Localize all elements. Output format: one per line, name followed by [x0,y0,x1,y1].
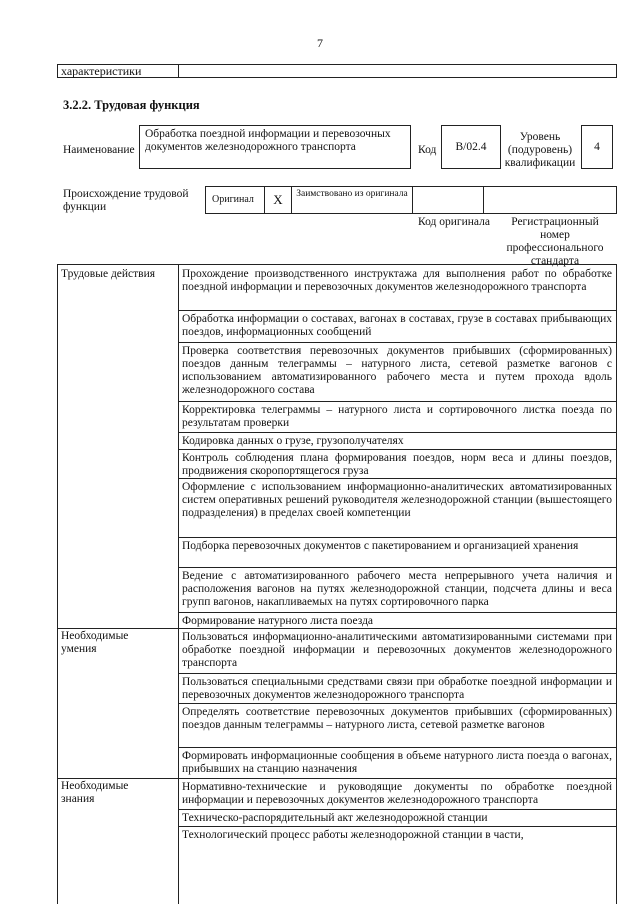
table-row: Корректировка телеграммы – натурного листа и сортировочного листка поезда по результатам проверки [182,404,612,429]
table-row: Определять соответствие перевозочных документов прибывших (сформированных) поездов данным телеграммы – натурного листа, сетевой разметке вагонов [182,706,612,731]
table-row: Техническо-распорядительный акт железнодорожной станции [182,812,488,824]
borrowed-label: Заимствовано из оригинала [296,189,408,199]
original-mark-cell [265,187,292,213]
continued-cell-label: характеристики [58,65,179,77]
table-row: Технологический процесс работы железнодорожной станции в части, [182,829,524,841]
section-label-skills: Необходимые умения [61,630,129,655]
table-row: Обработка информации о составах, вагонах в составах, грузе в составах прибывающих поездов, информационных сообщений [182,313,612,338]
table-row: Оформление с использованием информационно-аналитических автоматизированных систем оперативных решений руководителя железнодорожной станции (вышестоящего подразделения) в пределах своей компетенции [182,481,612,519]
table-row: Прохождение производственного инструктажа для выполнения работ по обработке поездной информации и перевозочных документов железнодорожного транспорта [182,268,612,293]
table-row: Кодировка данных о грузе, грузополучателях [182,435,404,447]
table-row: Подборка перевозочных документов с пакетированием и организацией хранения [182,540,579,552]
reg-number-caption: Регистрационный номер профессионального стандарта [506,216,604,267]
level-value: 4 [594,141,600,153]
continued-table-row [57,64,617,78]
code-label: Код [418,144,437,156]
table-row: Проверка соответствия перевозочных документов прибывших (сформированных) поездов данным телеграммы – натурного листа, сетевой разметке вагонов с использованием автоматизированного рабочего места и путем прохода вдоль железнодорожного состава [182,345,612,396]
section-label-knowledge: Необходимые знания [61,780,129,805]
section-label-actions: Трудовые действия [61,268,156,280]
page-number: 7 [317,36,323,50]
orig-code-cell [413,187,484,213]
level-value-box [581,125,613,169]
table-row: Формирование натурного листа поезда [182,615,374,627]
name-label: Наименование [63,144,135,156]
name-value: Обработка поездной информации и перевозочных документов железнодорожного транспорта [145,128,391,153]
borrowed-cell [292,187,413,213]
code-value-box [441,125,501,169]
table-row: Пользоваться специальными средствами связи при обработке поездной информации и перевозочных документов железнодорожного транспорта [182,676,612,701]
section-title: 3.2.2. Трудовая функция [63,98,200,112]
original-label: Оригинал [212,194,254,205]
function-details-table [57,264,617,904]
table-row: Ведение с автоматизированного рабочего места непрерывного учета наличия и расположения вагонов на путях железнодорожной станции, подсчета длины и веса групп вагонов, накапливаемых на путях сортировочного парка [182,570,612,608]
original-mark: X [273,192,283,207]
origin-table [205,186,617,214]
table-row: Контроль соблюдения плана формирования поездов, норм веса и длины поездов, продвижения скоропортящегося груза [182,452,612,477]
level-label: Уровень (подуровень) квалификации [504,131,576,169]
orig-code-caption: Код оригинала [418,216,490,228]
table-row: Пользоваться информационно-аналитическими автоматизированными системами при обработке поездной информации и перевозочных документов железнодорожного транспорта [182,631,612,669]
code-value: В/02.4 [455,141,487,153]
table-row: Формировать информационные сообщения в объеме натурного листа поезда о вагонах, прибывших на станцию назначения [182,750,612,775]
name-value-box [139,125,411,169]
table-row: Нормативно-технические и руководящие документы по обработке поездной информации и перевозочных документов железнодорожного транспорта [182,781,612,806]
origin-label: Происхождение трудовой функции [63,188,189,213]
original-cell [206,187,265,213]
